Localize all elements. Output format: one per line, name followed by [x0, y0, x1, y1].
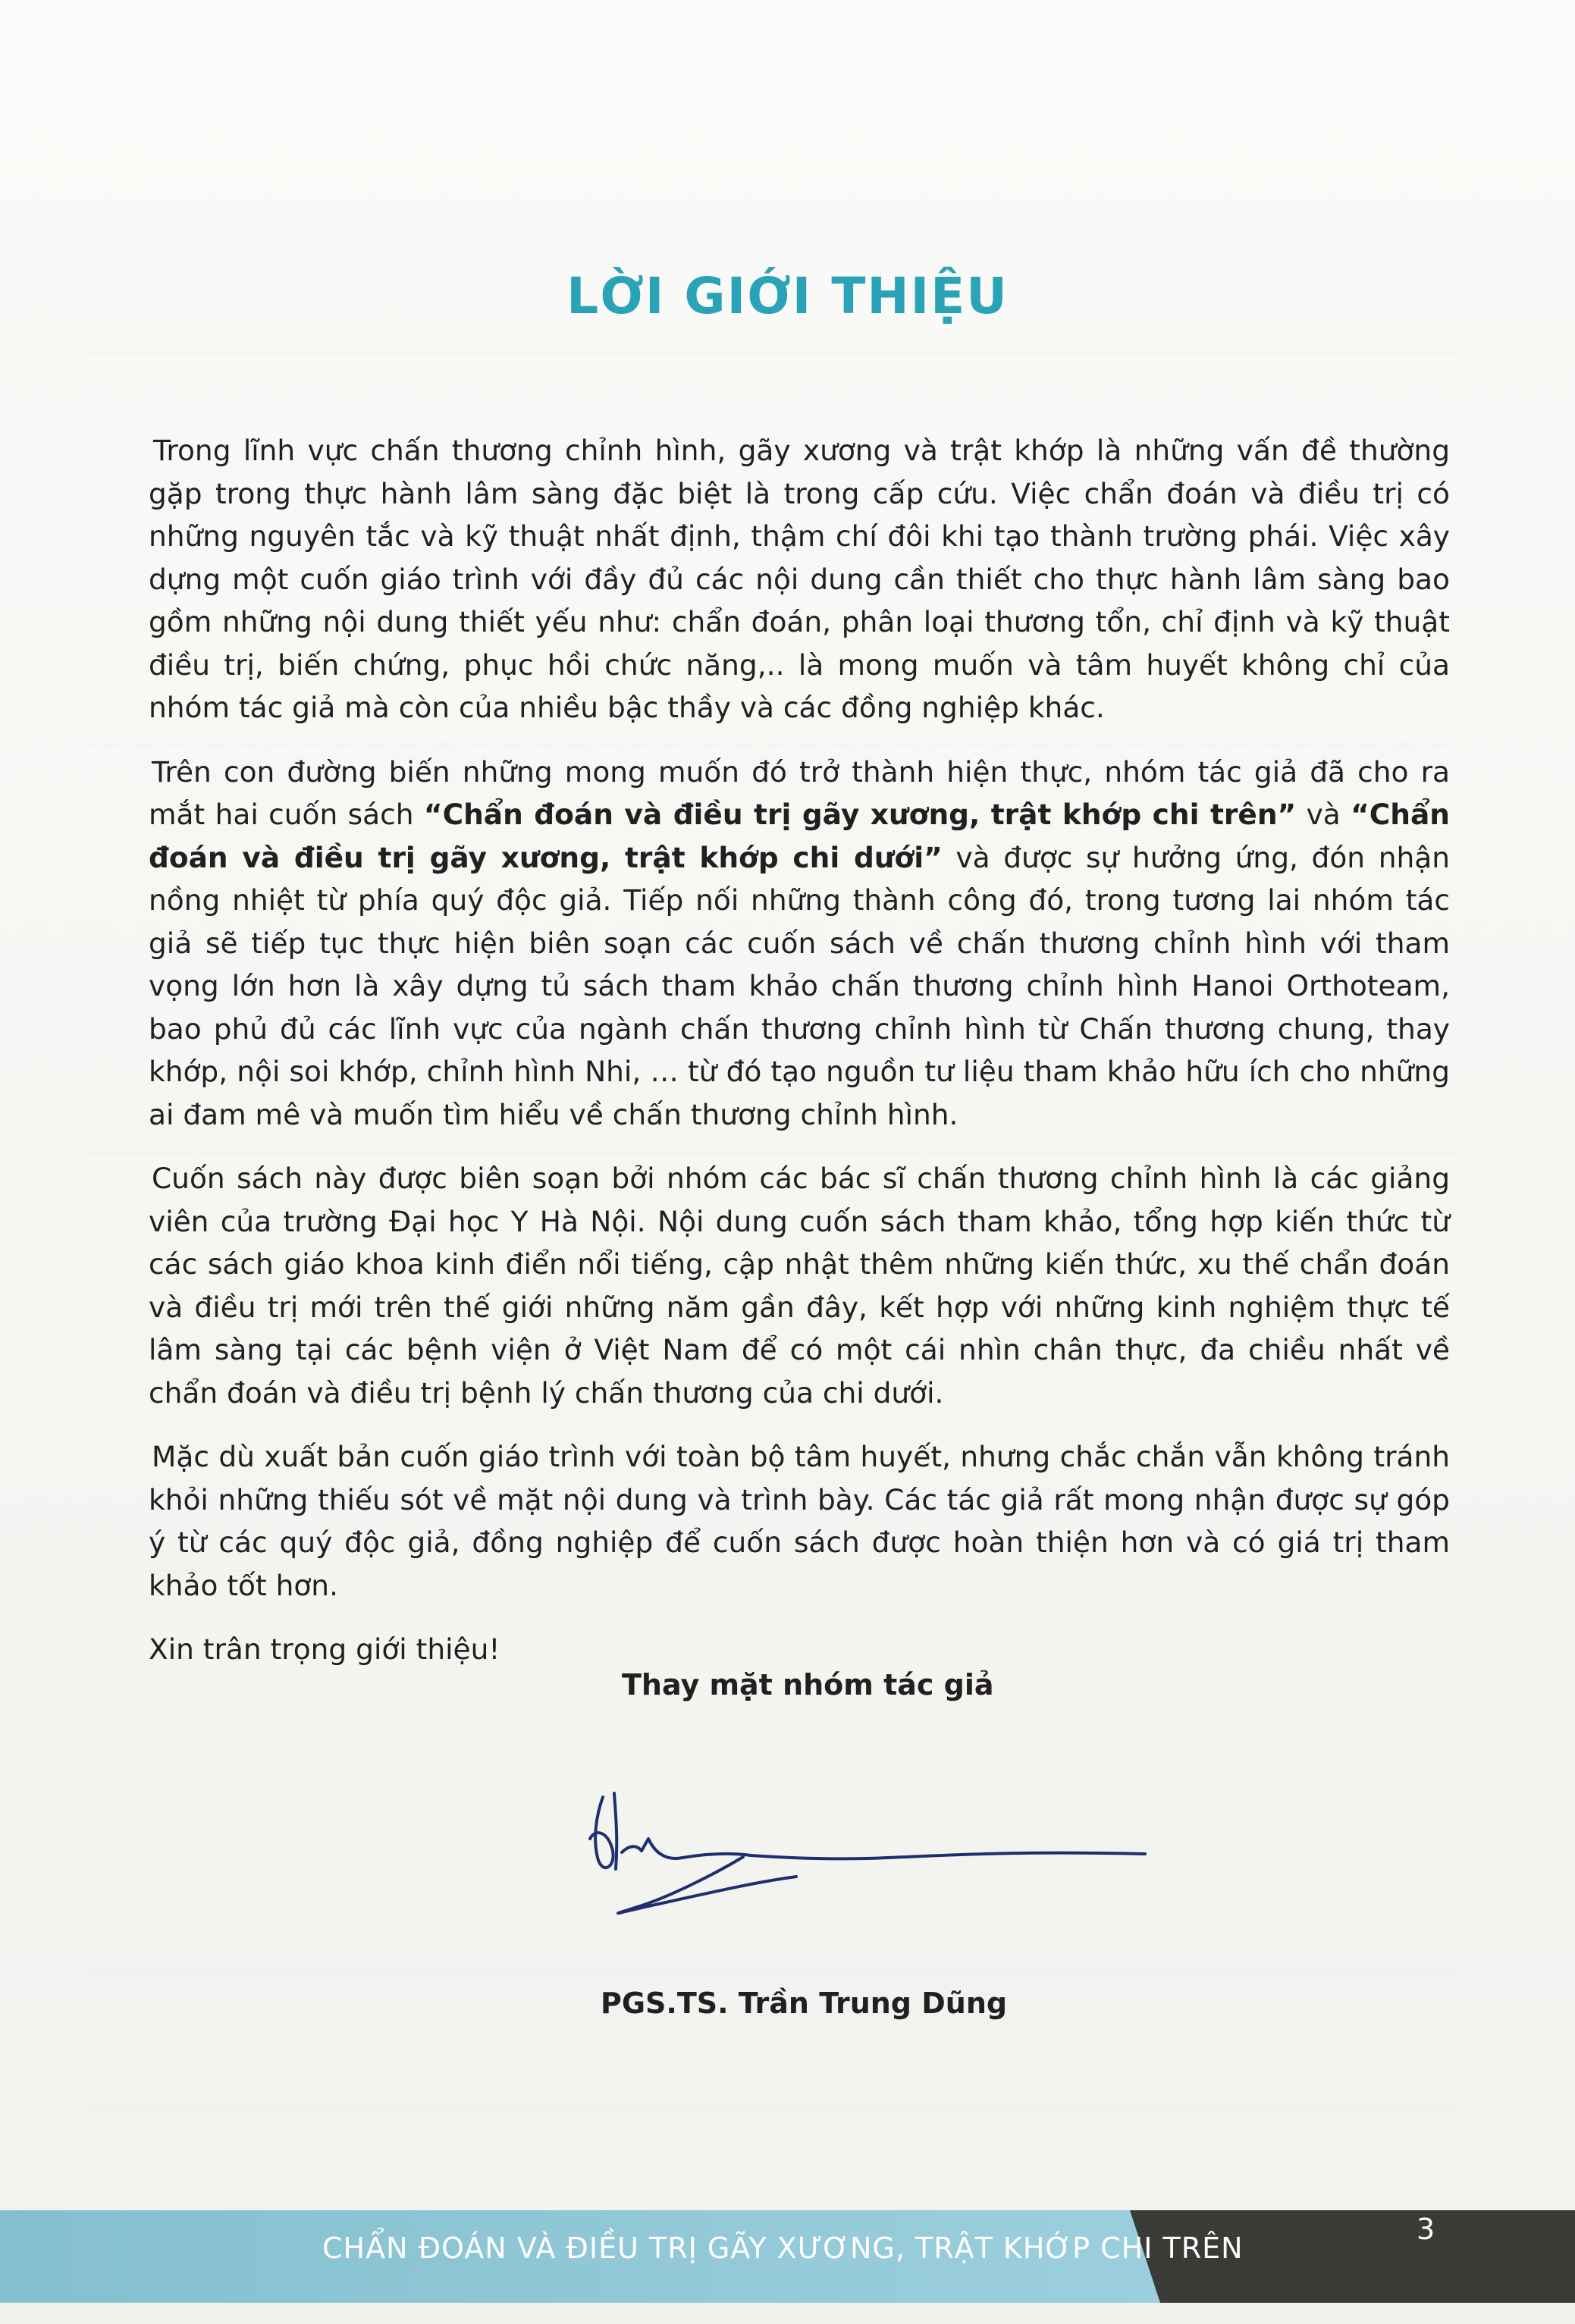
paragraph: [149, 429, 1450, 729]
signature-image: [523, 1786, 1153, 1937]
author-name: PGS.TS. Trần Trung Dũng: [601, 1987, 1008, 2020]
page-number: 3: [1417, 2213, 1435, 2246]
paragraph: [149, 751, 1450, 1137]
paragraph-text: và: [1296, 798, 1351, 831]
bleed-through-line: [89, 2093, 1454, 2110]
introduction-body: [149, 429, 1450, 1671]
footer-book-title: CHẨN ĐOÁN VÀ ĐIỀU TRỊ GÃY XƯƠNG, TRẬT KHỚP CHI TRÊN: [322, 2231, 1244, 2265]
closing-line: Xin trân trọng giới thiệu!: [149, 1632, 500, 1666]
book-title-reference: “Chẩn đoán và điều trị gãy xương, trật khớp chi dưới”: [149, 798, 1451, 874]
footer-banner: [0, 2210, 1575, 2324]
page-title: LỜI GIỚI THIỆU: [566, 267, 1009, 325]
paragraph-text: và được sự hưởng ứng, đón nhận nồng nhiệt từ phía quý độc giả. Tiếp nối những thành công đó, trong tương lai nhóm tác giả sẽ tiếp tục thực hiện biên soạn các cuốn sách về chấn thương chỉnh hình với tham vọng lớn hơn là xây dựng tủ sách tham khảo chấn thương chỉnh hình Hanoi Orthoteam, bao phủ đủ các lĩnh vực của ngành chấn thương chỉnh hình từ Chấn thương chung, thay khớp, nội soi khớp, chỉnh hình Nhi, … từ đó tạo nguồn tư liệu tham khảo hữu ích cho những ai đam mê và muốn tìm hiểu về chấn thương chỉnh hình.: [149, 840, 1450, 1131]
paragraph: [149, 1157, 1450, 1414]
on-behalf-label: Thay mặt nhóm tác giả: [622, 1668, 994, 1701]
book-title-reference: “Chẩn đoán và điều trị gãy xương, trật khớp chi trên”: [423, 798, 1297, 831]
paragraph-text: Trong lĩnh vực chấn thương chỉnh hình, gãy xương và trật khớp là những vấn đề thường gặp trong thực hành lâm sàng đặc biệt là trong cấp cứu. Việc chẩn đoán và điều trị có những nguyên tắc và kỹ thuật nhất định, thậm chí đôi khi tạo thành trường phái. Việc xây dựng một cuốn giáo trình với đầy đủ các nội dung cần thiết cho thực hành lâm sàng bao gồm những nội dung thiết yếu như: chẩn đoán, phân loại thương tổn, chỉ định và kỹ thuật điều trị, biến chứng, phục hồi chức năng,.. là mong muốn và tâm huyết không chỉ của nhóm tác giả mà còn của nhiều bậc thầy và các đồng nghiệp khác.: [149, 434, 1450, 724]
bleed-through-line: [89, 1956, 1454, 1974]
bleed-through-line: [89, 337, 1454, 355]
paragraph-text: Cuốn sách này được biên soạn bởi nhóm các bác sĩ chấn thương chỉnh hình là các giảng viên của trường Đại học Y Hà Nội. Nội dung cuốn sách tham khảo, tổng hợp kiến thức từ các sách giáo khoa kinh điển nổi tiếng, cập nhật thêm những kiến thức, xu thế chẩn đoán và điều trị mới trên thế giới những năm gần đây, kết hợp với những kinh nghiệm thực tế lâm sàng tại các bệnh viện ở Việt Nam để có một cái nhìn chân thực, đa chiều nhất về chẩn đoán và điều trị bệnh lý chấn thương của chi dưới.: [149, 1162, 1450, 1410]
paragraph: [149, 1435, 1450, 1607]
paragraph-text: Mặc dù xuất bản cuốn giáo trình với toàn bộ tâm huyết, nhưng chắc chắn vẫn không tránh khỏi những thiếu sót về mặt nội dung và trình bày. Các tác giả rất mong nhận được sự góp ý từ các quý độc giả, đồng nghiệp để cuốn sách được hoàn thiện hơn và có giá trị tham khảo tốt hơn.: [149, 1440, 1450, 1602]
paragraph-text: Trên con đường biến những mong muốn đó trở thành hiện thực, nhóm tác giả đã cho ra mắt hai cuốn sách: [149, 754, 1450, 831]
